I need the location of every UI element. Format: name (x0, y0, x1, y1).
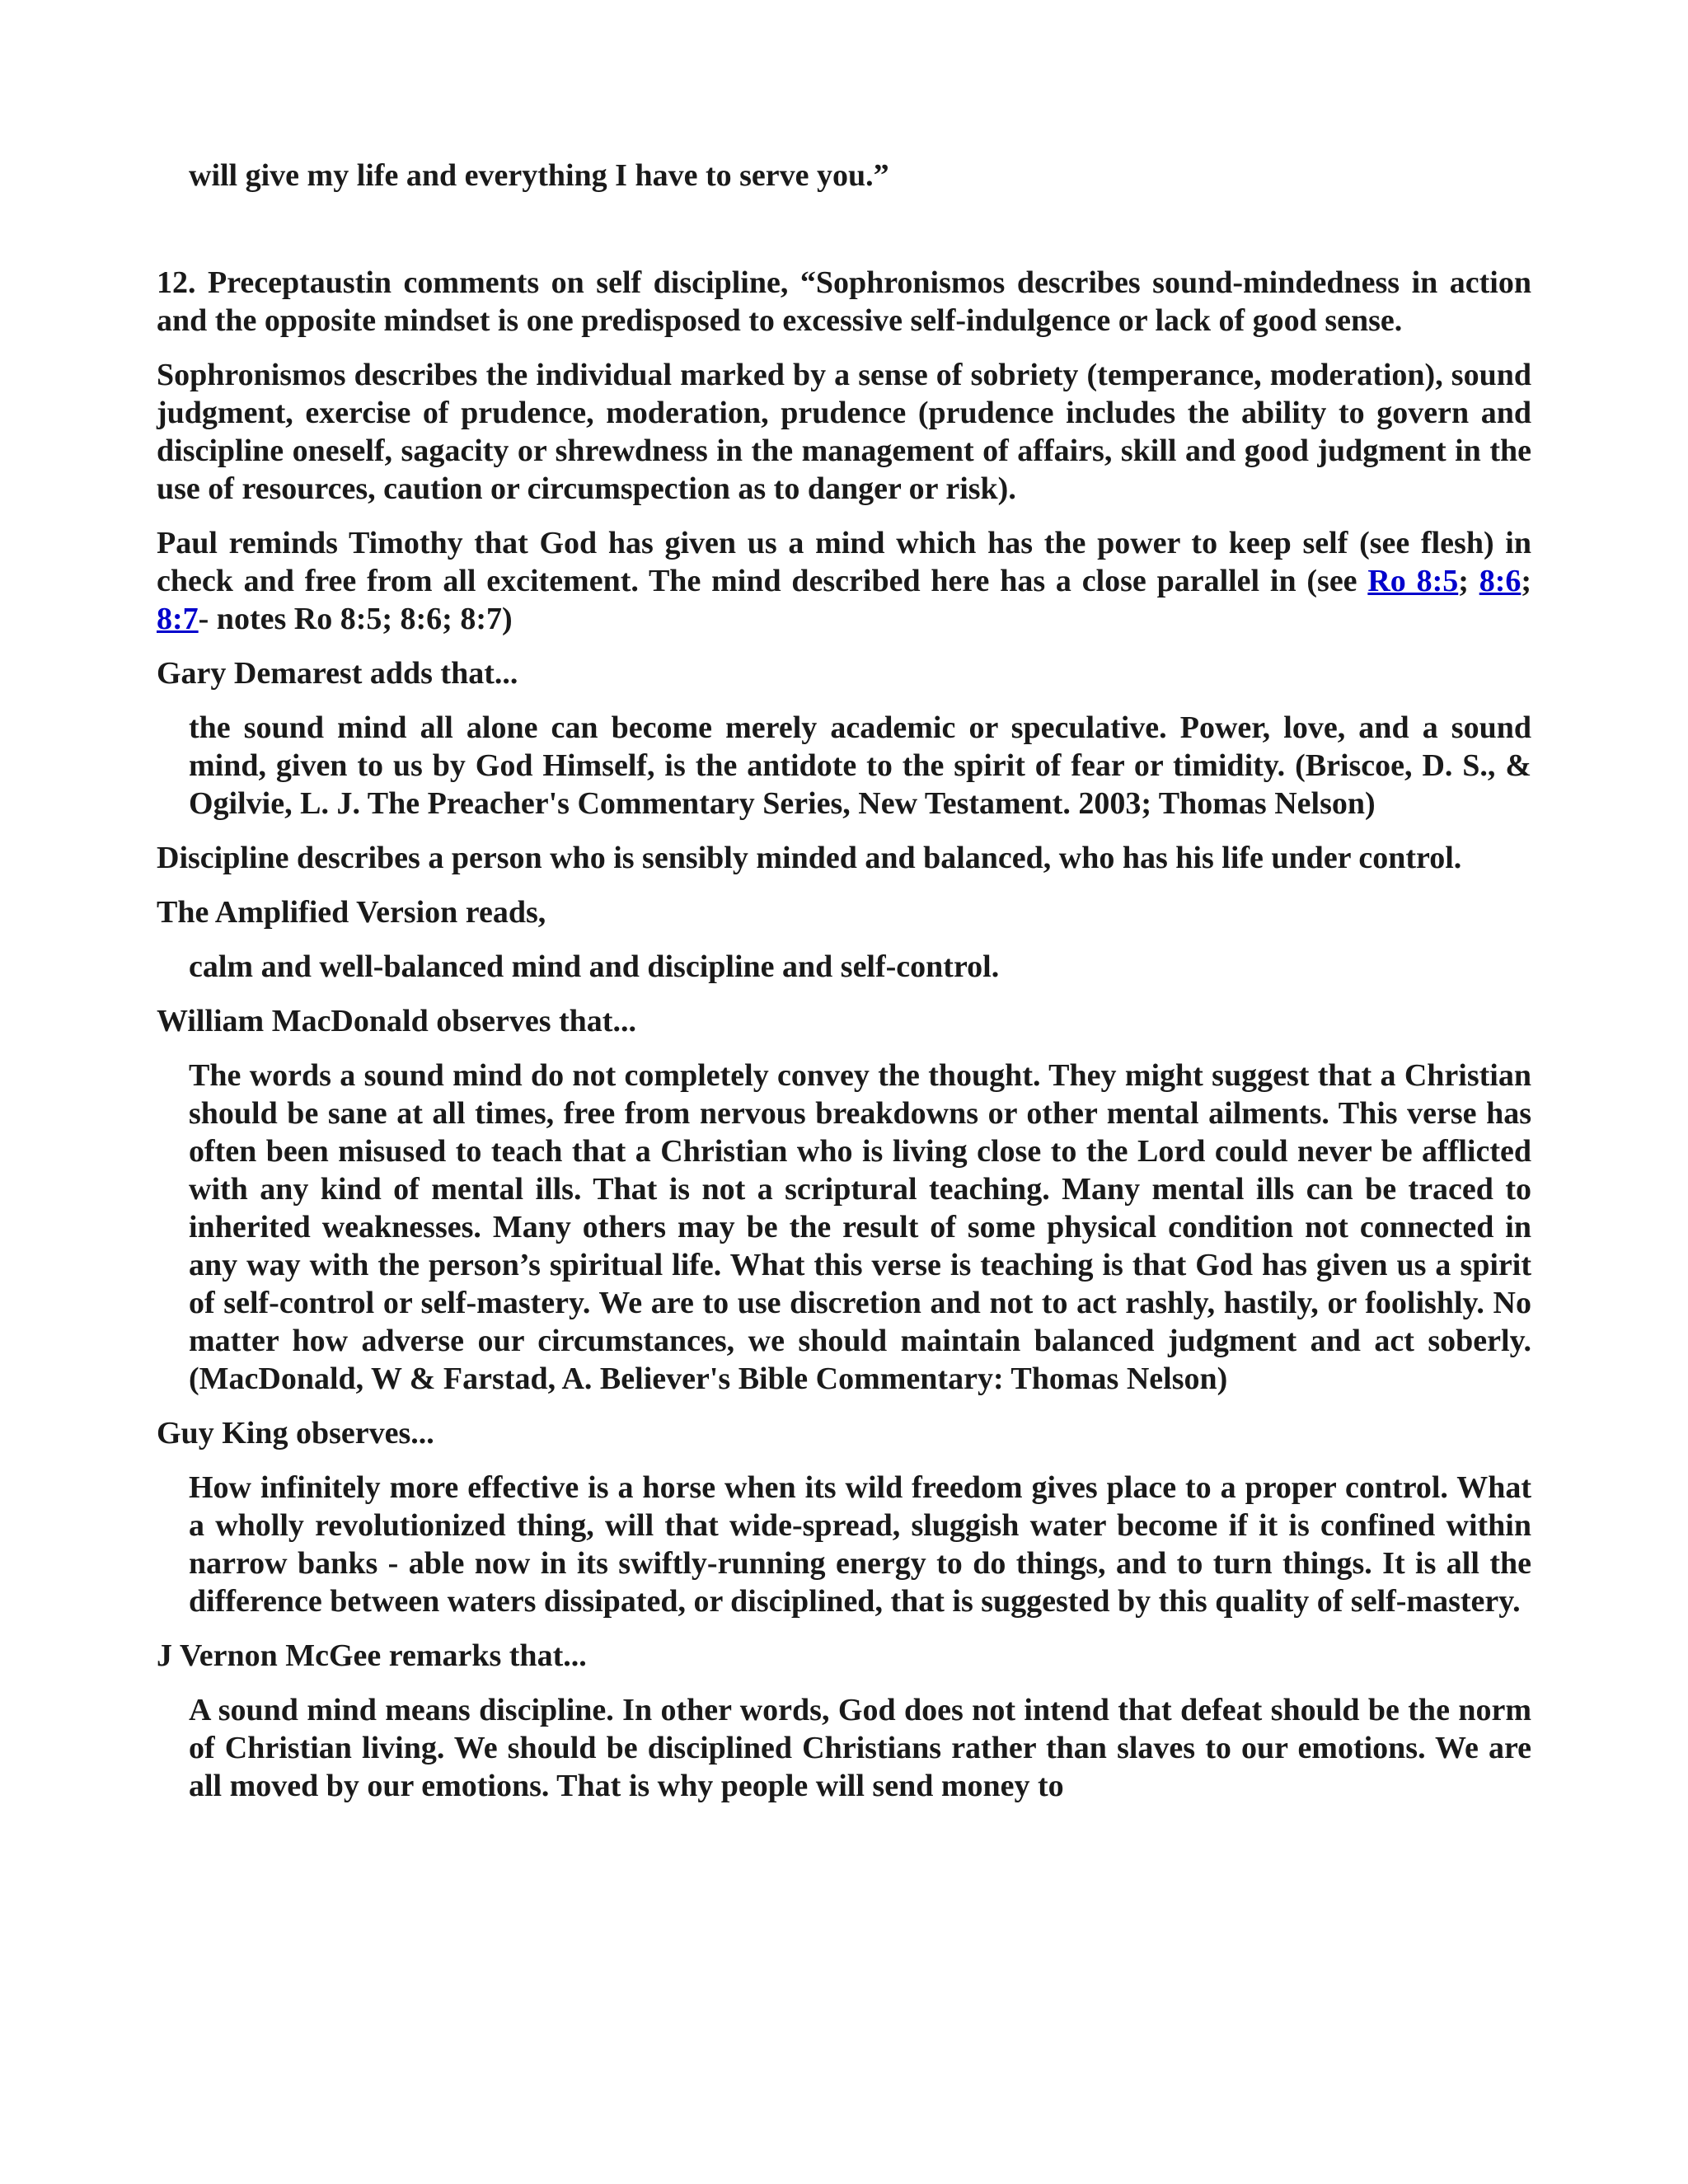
amplified-intro: The Amplified Version reads, (157, 895, 546, 930)
ro-8-5-link[interactable]: Ro 8:5 (1367, 564, 1459, 598)
demarest-quote: the sound mind all alone can become merely academic or speculative. Power, love, and a sound mind, given to us by God Himself, is the antidote to the spirit of fear or timidity. (Briscoe, D. S., & Ogilvie, L. J. The Preacher's Commentary Series, New Testament. 2003; Thomas Nelson) (189, 710, 1531, 821)
page-content (157, 157, 1531, 1805)
link-separator: ; (1458, 564, 1479, 598)
link-separator: ; (1521, 564, 1531, 598)
discipline-paragraph: Discipline describes a person who is sensibly minded and balanced, who has his life under control. (157, 841, 1462, 875)
paul-paragraph (157, 524, 1531, 638)
sophronismos-paragraph: Sophronismos describes the individual marked by a sense of sobriety (temperance, moderation), sound judgment, exercise of prudence, moderation, prudence (prudence includes the ability to govern and discipline oneself, sagacity or shrewdness in the management of affairs, skill and good judgment in the use of resources, caution or circumspection as to danger or risk). (157, 358, 1531, 506)
point-12-intro: 12. Preceptaustin comments on self discipline, “Sophronismos describes sound-mindedness in action and the opposite mindset is one predisposed to excessive self-indulgence or lack of good sense. (157, 265, 1531, 338)
amplified-quote: calm and well-balanced mind and discipline and self-control. (189, 949, 1000, 984)
demarest-intro: Gary Demarest adds that... (157, 656, 518, 691)
ro-8-6-link[interactable]: 8:6 (1479, 564, 1522, 598)
mcgee-quote: A sound mind means discipline. In other words, God does not intend that defeat should be the norm of Christian living. We should be disciplined Christians rather than slaves to our emotions. We are all moved by our emotions. That is why people will send money to (189, 1693, 1531, 1803)
opening-quote-continuation: will give my life and everything I have to serve you.” (189, 158, 889, 193)
king-intro: Guy King observes... (157, 1416, 434, 1451)
paul-notes-text: - notes Ro 8:5; 8:6; 8:7) (198, 602, 513, 636)
ro-8-7-link[interactable]: 8:7 (157, 602, 199, 636)
paul-text: Paul reminds Timothy that God has given us a mind which has the power to keep self (see flesh) in check and free from all excitement. The mind described here has a close parallel in (see (157, 526, 1531, 598)
mcgee-intro: J Vernon McGee remarks that... (157, 1638, 587, 1673)
macdonald-intro: William MacDonald observes that... (157, 1004, 636, 1038)
king-quote: How infinitely more effective is a horse when its wild freedom gives place to a proper control. What a wholly revolutionized thing, will that wide-spread, sluggish water become if it is confined within narrow banks - able now in its swiftly-running energy to do things, and to turn things. It is all the difference between waters dissipated, or disciplined, that is suggested by this quality of self-mastery. (189, 1470, 1531, 1619)
macdonald-quote: The words a sound mind do not completely convey the thought. They might suggest that a Christian should be sane at all times, free from nervous breakdowns or other mental ailments. This verse has often been misused to teach that a Christian who is living close to the Lord could never be afflicted with any kind of mental ills. That is not a scriptural teaching. Many mental ills can be traced to inherited weaknesses. Many others may be the result of some physical condition not connected in any way with the person’s spiritual life. What this verse is teaching is that God has given us a spirit of self-control or self-mastery. We are to use discretion and not to act rashly, hastily, or foolishly. No matter how adverse our circumstances, we should maintain balanced judgment and act soberly. (MacDonald, W & Farstad, A. Believer's Bible Commentary: Thomas Nelson) (189, 1058, 1531, 1396)
